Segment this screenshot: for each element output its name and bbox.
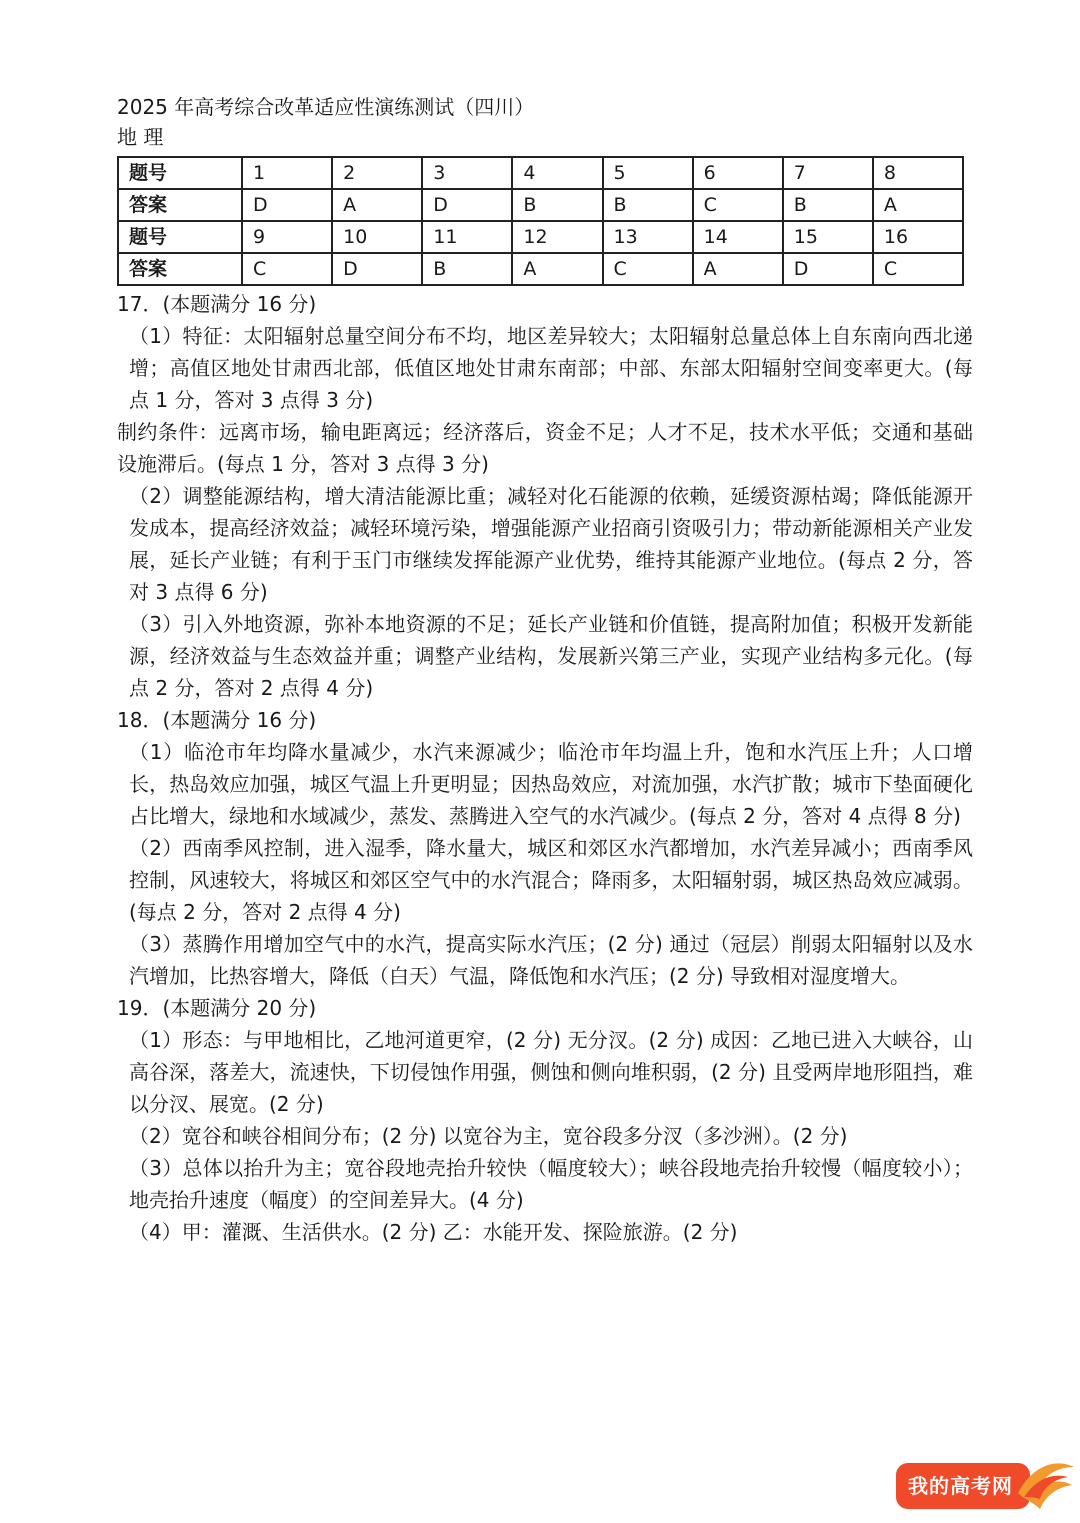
table-cell: C (873, 253, 963, 285)
table-cell: 10 (332, 221, 422, 253)
table-cell: C (242, 253, 332, 285)
question-heading: 17．(本题满分 16 分) (117, 292, 317, 316)
table-cell: A (332, 189, 422, 221)
table-cell: 8 (873, 157, 963, 189)
answer-paragraph: （2）调整能源结构，增大清洁能源比重；减轻对化石能源的依赖，延缓资源枯竭；降低能源开发成本，提高经济效益；减轻环境污染，增强能源产业招商引资吸引力；带动新能源相关产业发展，延长产业链；有利于玉门市继续发挥能源产业优势，维持其能源产业地位。(每点 2 分，答对 3 点得 6 分) (129, 484, 973, 604)
answer-table-row (118, 221, 963, 253)
table-cell: 4 (512, 157, 602, 189)
table-cell: 13 (603, 221, 693, 253)
table-cell: 14 (693, 221, 783, 253)
answer-paragraph: （3）引入外地资源，弥补本地资源的不足；延长产业链和价值链，提高附加值；积极开发新能源，经济效益与生态效益并重；调整产业结构，发展新兴第三产业，实现产业结构多元化。(每点 2 分，答对 2 点得 4 分) (129, 612, 973, 700)
answer-paragraph: （2）宽谷和峡谷相间分布；(2 分) 以宽谷为主，宽谷段多分汊（多沙洲）。(2 分) (129, 1124, 848, 1148)
answer-paragraph: （4）甲：灌溉、生活供水。(2 分) 乙：水能开发、探险旅游。(2 分) (129, 1220, 738, 1244)
table-cell: 6 (693, 157, 783, 189)
answer-table (117, 156, 964, 286)
table-cell: A (873, 189, 963, 221)
table-cell: D (422, 189, 512, 221)
table-cell: 9 (242, 221, 332, 253)
answer-paragraph: （3）总体以抬升为主；宽谷段地壳抬升较快（幅度较大）；峡谷段地壳抬升较慢（幅度较小）；地壳抬升速度（幅度）的空间差异大。(4 分) (129, 1156, 973, 1212)
table-cell: C (693, 189, 783, 221)
table-cell: D (332, 253, 422, 285)
table-cell: A (512, 253, 602, 285)
table-cell: 12 (512, 221, 602, 253)
table-cell: B (422, 253, 512, 285)
table-cell: B (783, 189, 873, 221)
table-cell: 3 (422, 157, 512, 189)
table-cell: C (603, 253, 693, 285)
table-cell: B (603, 189, 693, 221)
row-label: 答案 (118, 253, 242, 285)
answer-table-row (118, 157, 963, 189)
answer-document (117, 92, 973, 1248)
question-heading: 19．(本题满分 20 分) (117, 996, 317, 1020)
logo-text: 我的高考网 (908, 1474, 1013, 1498)
answer-table-row (118, 253, 963, 285)
table-cell: 5 (603, 157, 693, 189)
answer-paragraph: （3）蒸腾作用增加空气中的水汽，提高实际水汽压；(2 分) 通过（冠层）削弱太阳辐射以及水汽增加，比热容增大，降低（白天）气温，降低饱和水汽压；(2 分) 导致相对湿度增大。 (129, 932, 973, 988)
table-cell: 16 (873, 221, 963, 253)
table-cell: 15 (783, 221, 873, 253)
table-cell: B (512, 189, 602, 221)
row-label: 题号 (118, 221, 242, 253)
answer-paragraph: （2）西南季风控制，进入湿季，降水量大，城区和郊区水汽都增加，水汽差异减小；西南季风控制，风速较大，将城区和郊区空气中的水汽混合；降雨多，太阳辐射弱，城区热岛效应减弱。(每点 2 分，答对 2 点得 4 分) (129, 836, 973, 924)
question-heading: 18．(本题满分 16 分) (117, 708, 317, 732)
table-cell: 7 (783, 157, 873, 189)
table-cell: 2 (332, 157, 422, 189)
flame-swoosh-icon (1014, 1453, 1078, 1519)
answer-table-row (118, 189, 963, 221)
table-cell: D (242, 189, 332, 221)
row-label: 答案 (118, 189, 242, 221)
row-label: 题号 (118, 157, 242, 189)
table-cell: D (783, 253, 873, 285)
table-cell: 11 (422, 221, 512, 253)
site-logo (896, 1453, 1078, 1517)
answer-paragraph: 制约条件：远离市场，输电距离远；经济落后，资金不足；人才不足，技术水平低；交通和基础设施滞后。(每点 1 分，答对 3 点得 3 分) (117, 420, 973, 476)
answer-content (117, 288, 973, 1248)
document-title: 2025 年高考综合改革适应性演练测试（四川） (117, 95, 535, 119)
table-cell: 1 (242, 157, 332, 189)
answer-paragraph: （1）临沧市年均降水量减少，水汽来源减少；临沧市年均温上升，饱和水汽压上升；人口增长，热岛效应加强，城区气温上升更明显；因热岛效应，对流加强，水汽扩散；城市下垫面硬化占比增大，绿地和水域减少，蒸发、蒸腾进入空气的水汽减少。(每点 2 分，答对 4 点得 8 分) (129, 740, 973, 828)
answer-paragraph: （1）特征：太阳辐射总量空间分布不均，地区差异较大；太阳辐射总量总体上自东南向西北递增；高值区地处甘肃西北部，低值区地处甘肃东南部；中部、东部太阳辐射空间变率更大。(每点 1 分，答对 3 点得 3 分) (129, 324, 973, 412)
subject-label: 地 理 (117, 125, 164, 149)
table-cell: A (693, 253, 783, 285)
answer-paragraph: （1）形态：与甲地相比，乙地河道更窄，(2 分) 无分汊。(2 分) 成因：乙地已进入大峡谷，山高谷深，落差大，流速快，下切侵蚀作用强，侧蚀和侧向堆积弱，(2 分) 且受两岸地形阻挡，难以分汊、展宽。(2 分) (129, 1028, 973, 1116)
